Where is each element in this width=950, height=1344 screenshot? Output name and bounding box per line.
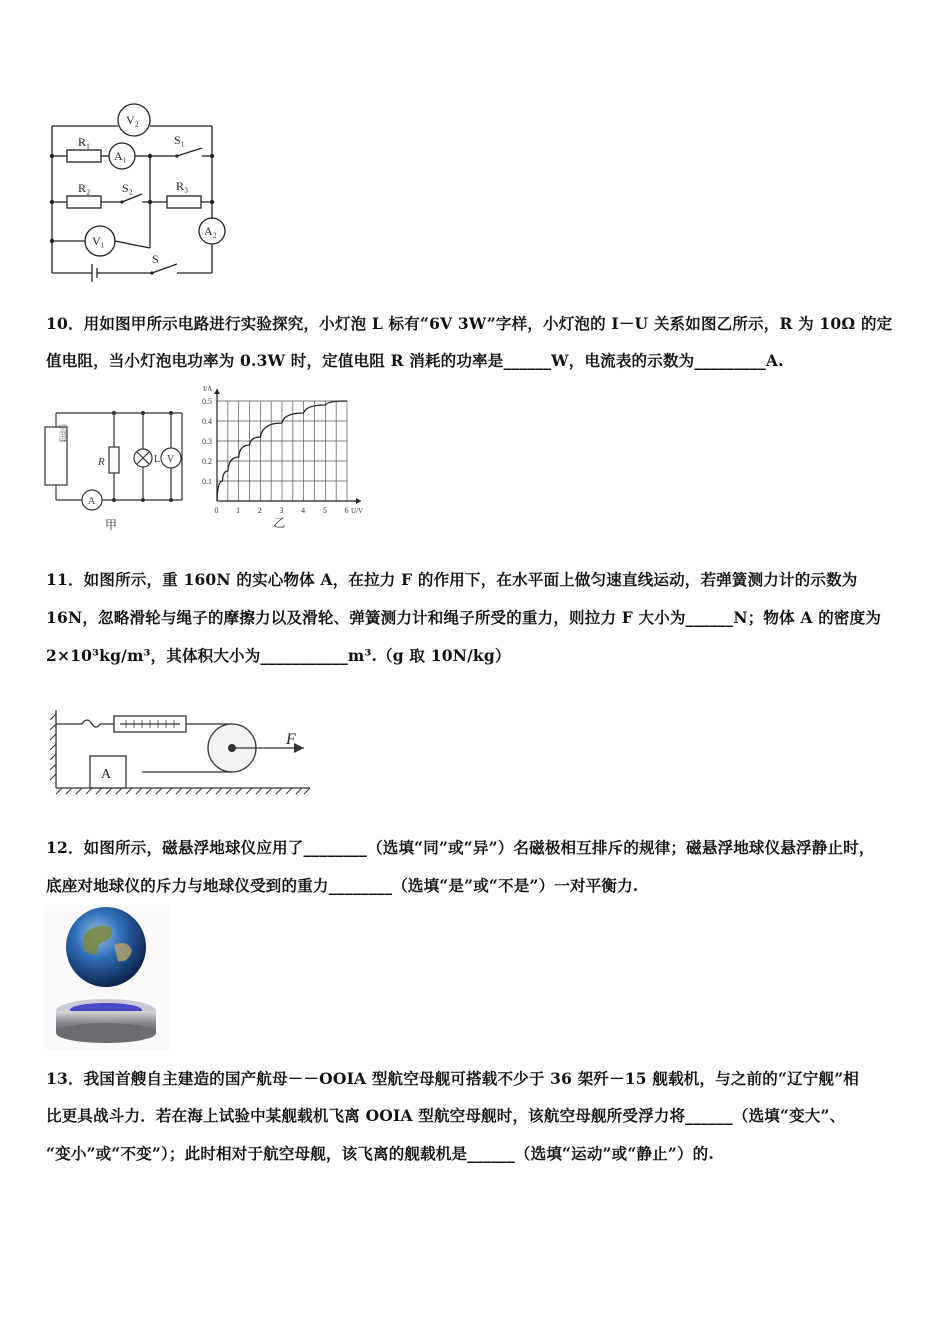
s2-label: S₂ — [122, 181, 133, 195]
r1-label: R₁ — [78, 135, 91, 149]
q12-line2: 底座对地球仪的斥力与地球仪受到的重力________（选填“是”或“不是”）一对平衡力. — [46, 876, 639, 895]
q13-line2: 比更具战斗力．若在海上试验中某舰载机飞离 OOIA 型航空母舰时，该航空母舰所受浮力将______（选填“变大”、 — [46, 1106, 846, 1125]
y-tick-label: 0.3 — [202, 437, 212, 446]
r3-label: R₃ — [176, 179, 189, 193]
q11-line2: 16N，忽略滑轮与绳子的摩擦力以及滑轮、弹簧测力计和绳子所受的重力，则拉力 F 大小为______N；物体 A 的密度为 — [46, 608, 882, 627]
x-tick-label: 5 — [322, 506, 327, 515]
q10-line1: 10．用如图甲所示电路进行实验探究，小灯泡 L 标有“6V 3W”字样，小灯泡的 I－U 关系如图乙所示，R 为 10Ω 的定 — [46, 314, 893, 333]
r2-label: R₂ — [78, 181, 91, 195]
force-f-label: F — [286, 731, 296, 748]
pulley-diagram — [42, 702, 317, 797]
a-meter-label: A — [88, 496, 96, 507]
block-a-label: A — [101, 767, 112, 782]
x-tick-label: 2 — [257, 506, 262, 515]
y-axis-label: I/A — [203, 385, 213, 393]
x-tick-label: 4 — [301, 506, 306, 515]
y-tick-label: 0.1 — [202, 477, 212, 486]
q12-line1: 12．如图所示，磁悬浮地球仪应用了________（选填“同”或“异”）名磁极相互排斥的规律；磁悬浮地球仪悬浮静止时， — [46, 838, 875, 857]
a1-label: A₁ — [114, 149, 127, 163]
v2-label: V₂ — [126, 113, 139, 127]
y-tick-label: 0.2 — [202, 457, 212, 466]
y-tick-label: 0.4 — [202, 417, 212, 426]
iu-chart — [195, 383, 375, 531]
q10-line2: 值电阻，当小灯泡电功率为 0.3W 时，定值电阻 R 消耗的功率是______W，电流表的示数为_________A. — [46, 351, 784, 370]
x-axis-label: U/V — [351, 507, 364, 515]
a2-label: A₂ — [204, 224, 217, 238]
fig10b-caption: 乙 — [273, 516, 286, 530]
s-label: S — [152, 252, 159, 266]
v1-label: V₁ — [92, 234, 105, 248]
x-axis-arrow — [356, 498, 361, 504]
s1-label: S₁ — [174, 133, 185, 147]
source-label: 电压可调学生电源 — [58, 424, 68, 497]
fig10-circuit — [42, 405, 192, 533]
r-label: R — [98, 456, 105, 468]
q11-line3: 2×10³kg/m³，其体积大小为___________m³.（g 取 10N/kg） — [46, 646, 511, 665]
q13-line1: 13．我国首艘自主建造的国产航母－－OOIA 型航空母舰可搭载不少于 36 架歼－15 舰载机，与之前的“辽宁舰”相 — [46, 1069, 860, 1088]
v-meter-label: V — [167, 454, 175, 465]
fig10a-caption: 甲 — [105, 518, 118, 532]
x-tick-label: 3 — [279, 506, 284, 515]
circuit-diagram — [40, 98, 240, 283]
q11-line1: 11．如图所示，重 160N 的实心物体 A，在拉力 F 的作用下，在水平面上做匀速直线运动，若弹簧测力计的示数为 — [46, 570, 858, 589]
x-tick-label: 6 — [344, 506, 349, 515]
q13-line3: “变小”或“不变”）；此时相对于航空母舰，该飞离的舰载机是______（选填“运动”或“静止”）的. — [46, 1144, 714, 1163]
l-label: L — [154, 454, 161, 465]
maglev-globe-image — [44, 905, 170, 1050]
x-tick-label: 1 — [236, 506, 241, 515]
y-axis-arrow — [214, 389, 220, 394]
y-tick-label: 0.5 — [202, 397, 212, 406]
x-tick-label: 0 — [214, 506, 219, 515]
